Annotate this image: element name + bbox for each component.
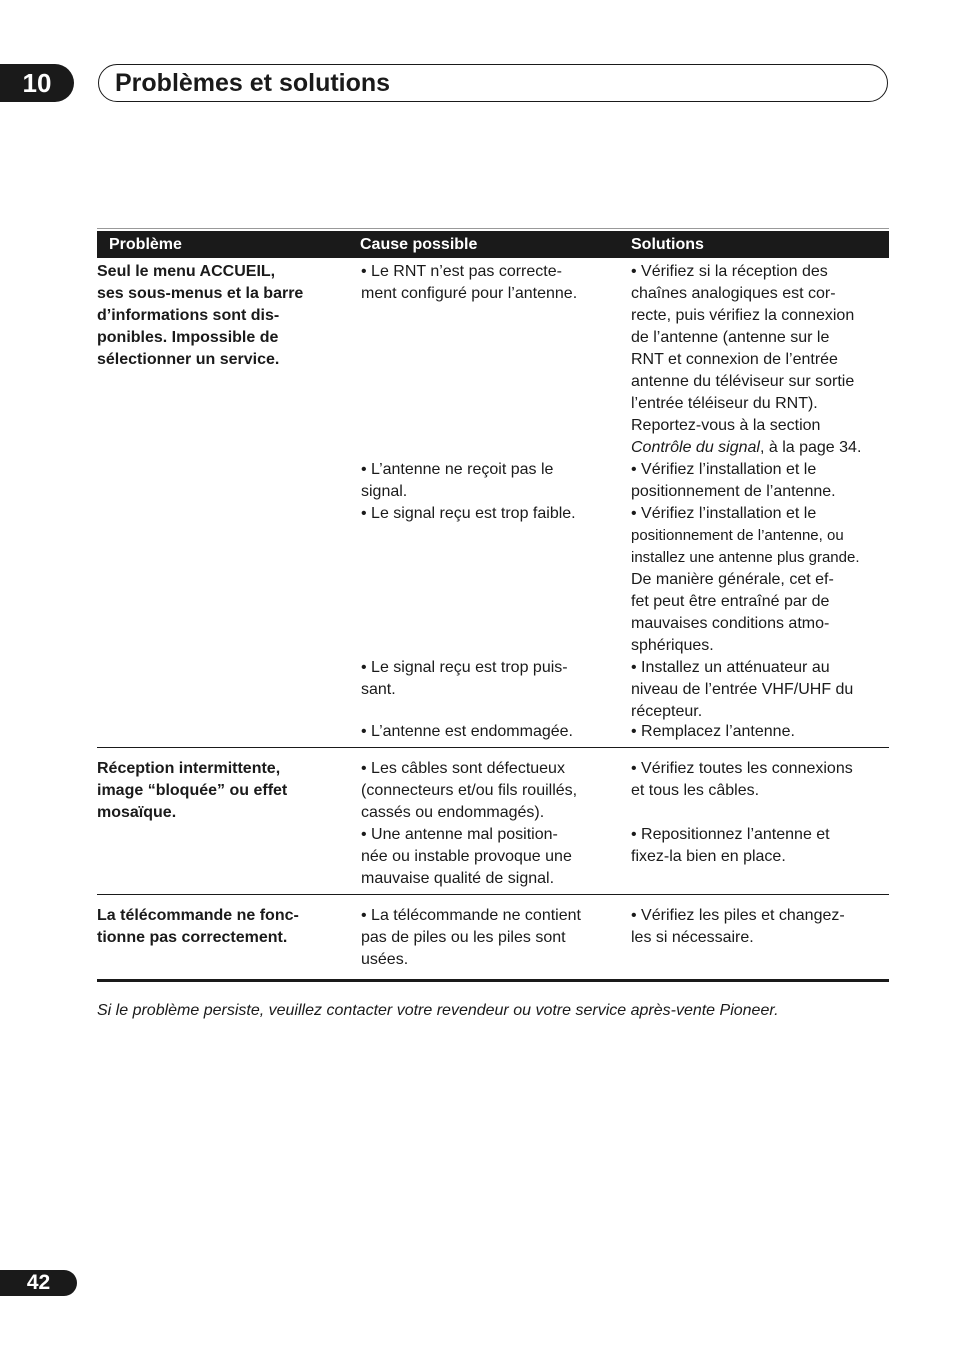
solution-line: les si nécessaire. [631,929,754,946]
problem-line: ses sous-menus et la barre [97,285,304,302]
cause-line: • Le signal reçu est trop puis- [361,659,568,676]
cause-line: • Une antenne mal position- [361,826,558,843]
solution-item [631,503,889,657]
cause-item [361,503,631,657]
solution-line: • Vérifiez si la réception des [631,263,828,280]
cause-item [361,824,631,890]
solution-line: positionnement de l’antenne, ou [631,527,844,544]
cause-line: ment configuré pour l’antenne. [361,285,578,302]
cause-cell [361,905,631,971]
solution-cell [631,758,889,890]
solution-line: de l’antenne (antenne sur le [631,329,830,346]
reference-tail: , à la page 34. [759,439,862,456]
header-problem: Problème [109,235,182,253]
solution-item [631,657,889,721]
header-cause: Cause possible [360,235,478,253]
problem-cell [97,905,361,971]
table-top-rule [97,228,889,229]
solution-item [631,261,889,459]
problem-line: sélectionner un service. [97,351,280,368]
chapter-title-box [98,64,888,102]
cause-line: • L’antenne est endommagée. [361,723,573,740]
page-number-badge: 42 [0,1270,77,1296]
table-bottom-rule [97,979,889,982]
solution-line: • Vérifiez l’installation et le [631,461,817,478]
solution-line: chaînes analogiques est cor- [631,285,836,302]
cause-line: cassés ou endommagés). [361,804,545,821]
footnote: Si le problème persiste, veuillez contacter votre revendeur ou votre service après-vente Pioneer. [97,1002,779,1019]
cause-line: • L’antenne ne reçoit pas le [361,461,554,478]
cause-line: sant. [361,681,396,698]
cause-item [361,905,631,971]
solution-line: • Remplacez l’antenne. [631,723,795,740]
problem-cell [97,261,361,743]
cause-line: • La télécommande ne contient [361,907,581,924]
solution-line: antenne du téléviseur sur sortie [631,373,855,390]
cause-item [361,261,631,459]
problem-line: image “bloquée” ou effet [97,782,288,799]
cause-item [361,758,631,824]
table-header-row [97,231,889,258]
solution-line: mauvaises conditions atmo- [631,615,830,632]
solution-line: fet peut être entraîné par de [631,593,830,610]
solution-item [631,758,889,824]
solution-line: • Repositionnez l’antenne et [631,826,830,843]
problem-cell [97,758,361,890]
cause-item [361,657,631,721]
cause-line: née ou instable provoque une [361,848,572,865]
cause-cell [361,758,631,890]
troubleshooting-table [97,228,889,982]
table-row [97,894,889,975]
solution-item [631,824,889,868]
cause-line: usées. [361,951,409,968]
solution-line: et tous les câbles. [631,782,760,799]
solution-line: positionnement de l’antenne. [631,483,836,500]
header-solutions: Solutions [631,235,704,253]
solution-item [631,721,889,743]
cause-item [361,459,631,503]
solution-cell [631,905,889,971]
solution-line: récepteur. [631,703,703,720]
solution-line: Reportez-vous à la section [631,417,821,434]
solution-line: sphériques. [631,637,714,654]
solution-line: RNT et connexion de l’entrée [631,351,838,368]
cause-line: (connecteurs et/ou fils rouillés, [361,782,578,799]
solution-line: fixez-la bien en place. [631,848,786,865]
table-row [97,258,889,747]
solution-line: niveau de l’entrée VHF/UHF du [631,681,854,698]
solution-line: recte, puis vérifiez la connexion [631,307,855,324]
table-row [97,747,889,894]
chapter-number-badge: 10 [0,64,74,102]
cause-line: pas de piles ou les piles sont [361,929,566,946]
problem-line: ponibles. Impossible de [97,329,279,346]
problem-line: mosaïque. [97,804,177,821]
solution-line: • Vérifiez l’installation et le [631,505,817,522]
solution-line: • Installez un atténuateur au [631,659,830,676]
chapter-title: Problèmes et solutions [115,69,391,97]
solution-line: l’entrée téléiseur du RNT). [631,395,818,412]
cause-cell [361,261,631,743]
problem-line: La télécommande ne fonc- [97,907,299,924]
reference-italic: Contrôle du signal [631,439,760,456]
solution-item [631,459,889,503]
solution-line: installez une antenne plus grande. [631,549,860,566]
problem-line: Réception intermittente, [97,760,281,777]
solution-cell [631,261,889,743]
cause-line: • Le signal reçu est trop faible. [361,505,576,522]
cause-line: mauvaise qualité de signal. [361,870,555,887]
solution-reference [631,437,889,459]
solution-item [631,905,889,949]
cause-line: • Les câbles sont défectueux [361,760,565,777]
problem-line: d’informations sont dis- [97,307,280,324]
solution-line: • Vérifiez toutes les connexions [631,760,853,777]
cause-line: signal. [361,483,408,500]
cause-line: • Le RNT n’est pas correcte- [361,263,562,280]
solution-line: De manière générale, cet ef- [631,571,834,588]
solution-line: • Vérifiez les piles et changez- [631,907,845,924]
problem-line: tionne pas correctement. [97,929,288,946]
problem-line: Seul le menu ACCUEIL, [97,263,276,280]
cause-item [361,721,631,743]
